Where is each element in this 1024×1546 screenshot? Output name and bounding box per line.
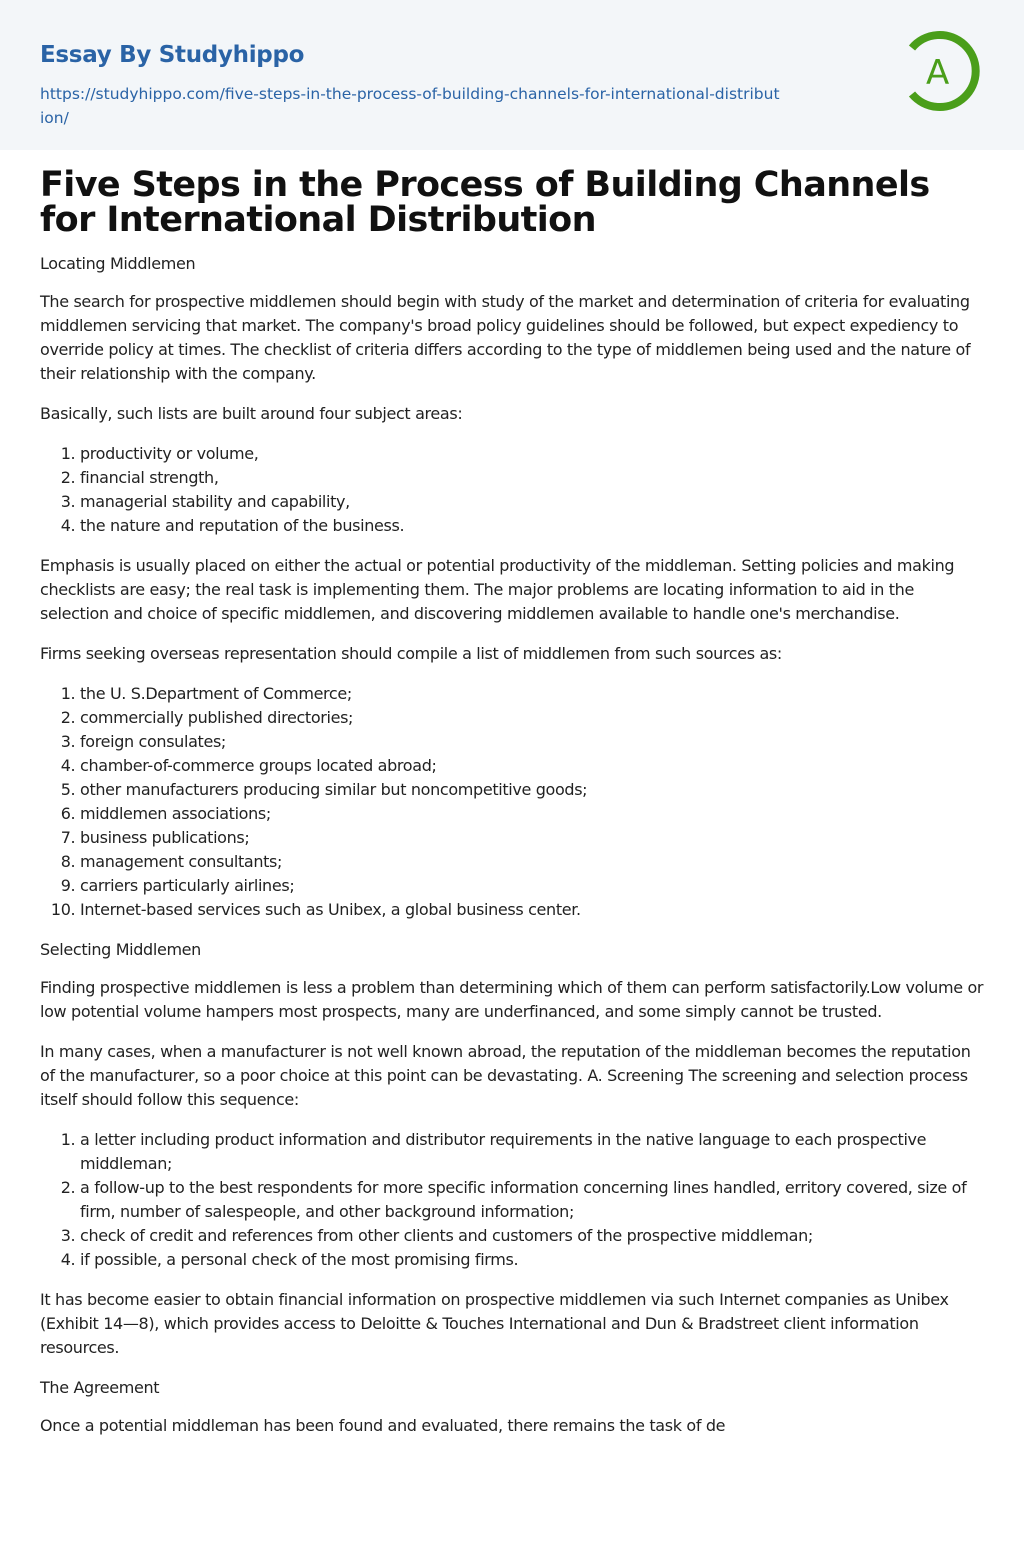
section-heading-locating-middlemen: Locating Middlemen [40, 254, 196, 273]
list-item: 1. the U. S.Department of Commerce; [80, 682, 984, 706]
list-item: 1. a letter including product information and distributor requirements in the native language to each prospective middleman; [80, 1128, 984, 1176]
subject-areas-list [80, 442, 984, 538]
list-item: 4. the nature and reputation of the business. [80, 514, 984, 538]
article-content [0, 150, 1024, 1438]
list-item: 2. commercially published directories; [80, 706, 984, 730]
brand-title: Essay By Studyhippo [40, 42, 305, 68]
list-item: 4. if possible, a personal check of the most promising firms. [80, 1248, 984, 1272]
article-title: Five Steps in the Process of Building Channels for International Distribution [40, 165, 930, 240]
list-item: 2. financial strength, [80, 466, 984, 490]
list-item: 6. middlemen associations; [80, 802, 984, 826]
paragraph: In many cases, when a manufacturer is not well known abroad, the reputation of the middleman becomes the reputation of the manufacturer, so a poor choice at this point can be devastating. A. Screening The screening and selection process itself should follow this sequence: [40, 1042, 971, 1109]
paragraph: It has become easier to obtain financial information on prospective middlemen via such Internet companies as Unibex (Exhibit 14—8), which provides access to Deloitte & Touches International and Dun & Bradstreet client information resources. [40, 1290, 949, 1357]
sources-list [80, 682, 984, 922]
section-heading-selecting-middlemen: Selecting Middlemen [40, 940, 201, 959]
list-item: 3. foreign consulates; [80, 730, 984, 754]
list-item: 3. managerial stability and capability, [80, 490, 984, 514]
paragraph: Basically, such lists are built around four subject areas: [40, 404, 463, 423]
list-item: 7. business publications; [80, 826, 984, 850]
paragraph: Finding prospective middlemen is less a problem than determining which of them can perform satisfactorily.Low volume or low potential volume hampers most prospects, many are underfinanced, and some simply cannot be trusted. [40, 978, 984, 1021]
section-heading-the-agreement: The Agreement [40, 1378, 160, 1397]
paragraph: Firms seeking overseas representation should compile a list of middlemen from such sources as: [40, 644, 782, 663]
screening-sequence-list [80, 1128, 984, 1272]
paragraph: Once a potential middleman has been found and evaluated, there remains the task of de [40, 1416, 726, 1435]
paragraph: The search for prospective middlemen should begin with study of the market and determination of criteria for evaluating middlemen servicing that market. The company's broad policy guidelines should be followed, but expect expediency to override policy at times. The checklist of criteria differs according to the type of middlemen being used and the nature of their relationship with the company. [40, 292, 971, 383]
list-item: 1. productivity or volume, [80, 442, 984, 466]
list-item: 5. other manufacturers producing similar but noncompetitive goods; [80, 778, 984, 802]
list-item: 8. management consultants; [80, 850, 984, 874]
list-item: 10. Internet-based services such as Unibex, a global business center. [80, 898, 984, 922]
list-item: 9. carriers particularly airlines; [80, 874, 984, 898]
list-item: 4. chamber-of-commerce groups located abroad; [80, 754, 984, 778]
list-item: 2. a follow-up to the best respondents for more specific information concerning lines handled, erritory covered, size of firm, number of salespeople, and other background information; [80, 1176, 984, 1224]
list-item: 3. check of credit and references from other clients and customers of the prospective middleman; [80, 1224, 984, 1248]
paragraph: Emphasis is usually placed on either the actual or potential productivity of the middleman. Setting policies and making checklists are easy; the real task is implementing them. The major problems are locating information to aid in the selection and choice of specific middlemen, and discovering middlemen available to handle one's merchandise. [40, 556, 955, 623]
page-header [0, 0, 1024, 150]
logo-letter: A [926, 53, 950, 93]
studyhippo-logo-icon[interactable] [900, 28, 986, 114]
source-url-link[interactable]: https://studyhippo.com/five-steps-in-the-process-of-building-channels-for-international-distribution/ [40, 85, 780, 127]
